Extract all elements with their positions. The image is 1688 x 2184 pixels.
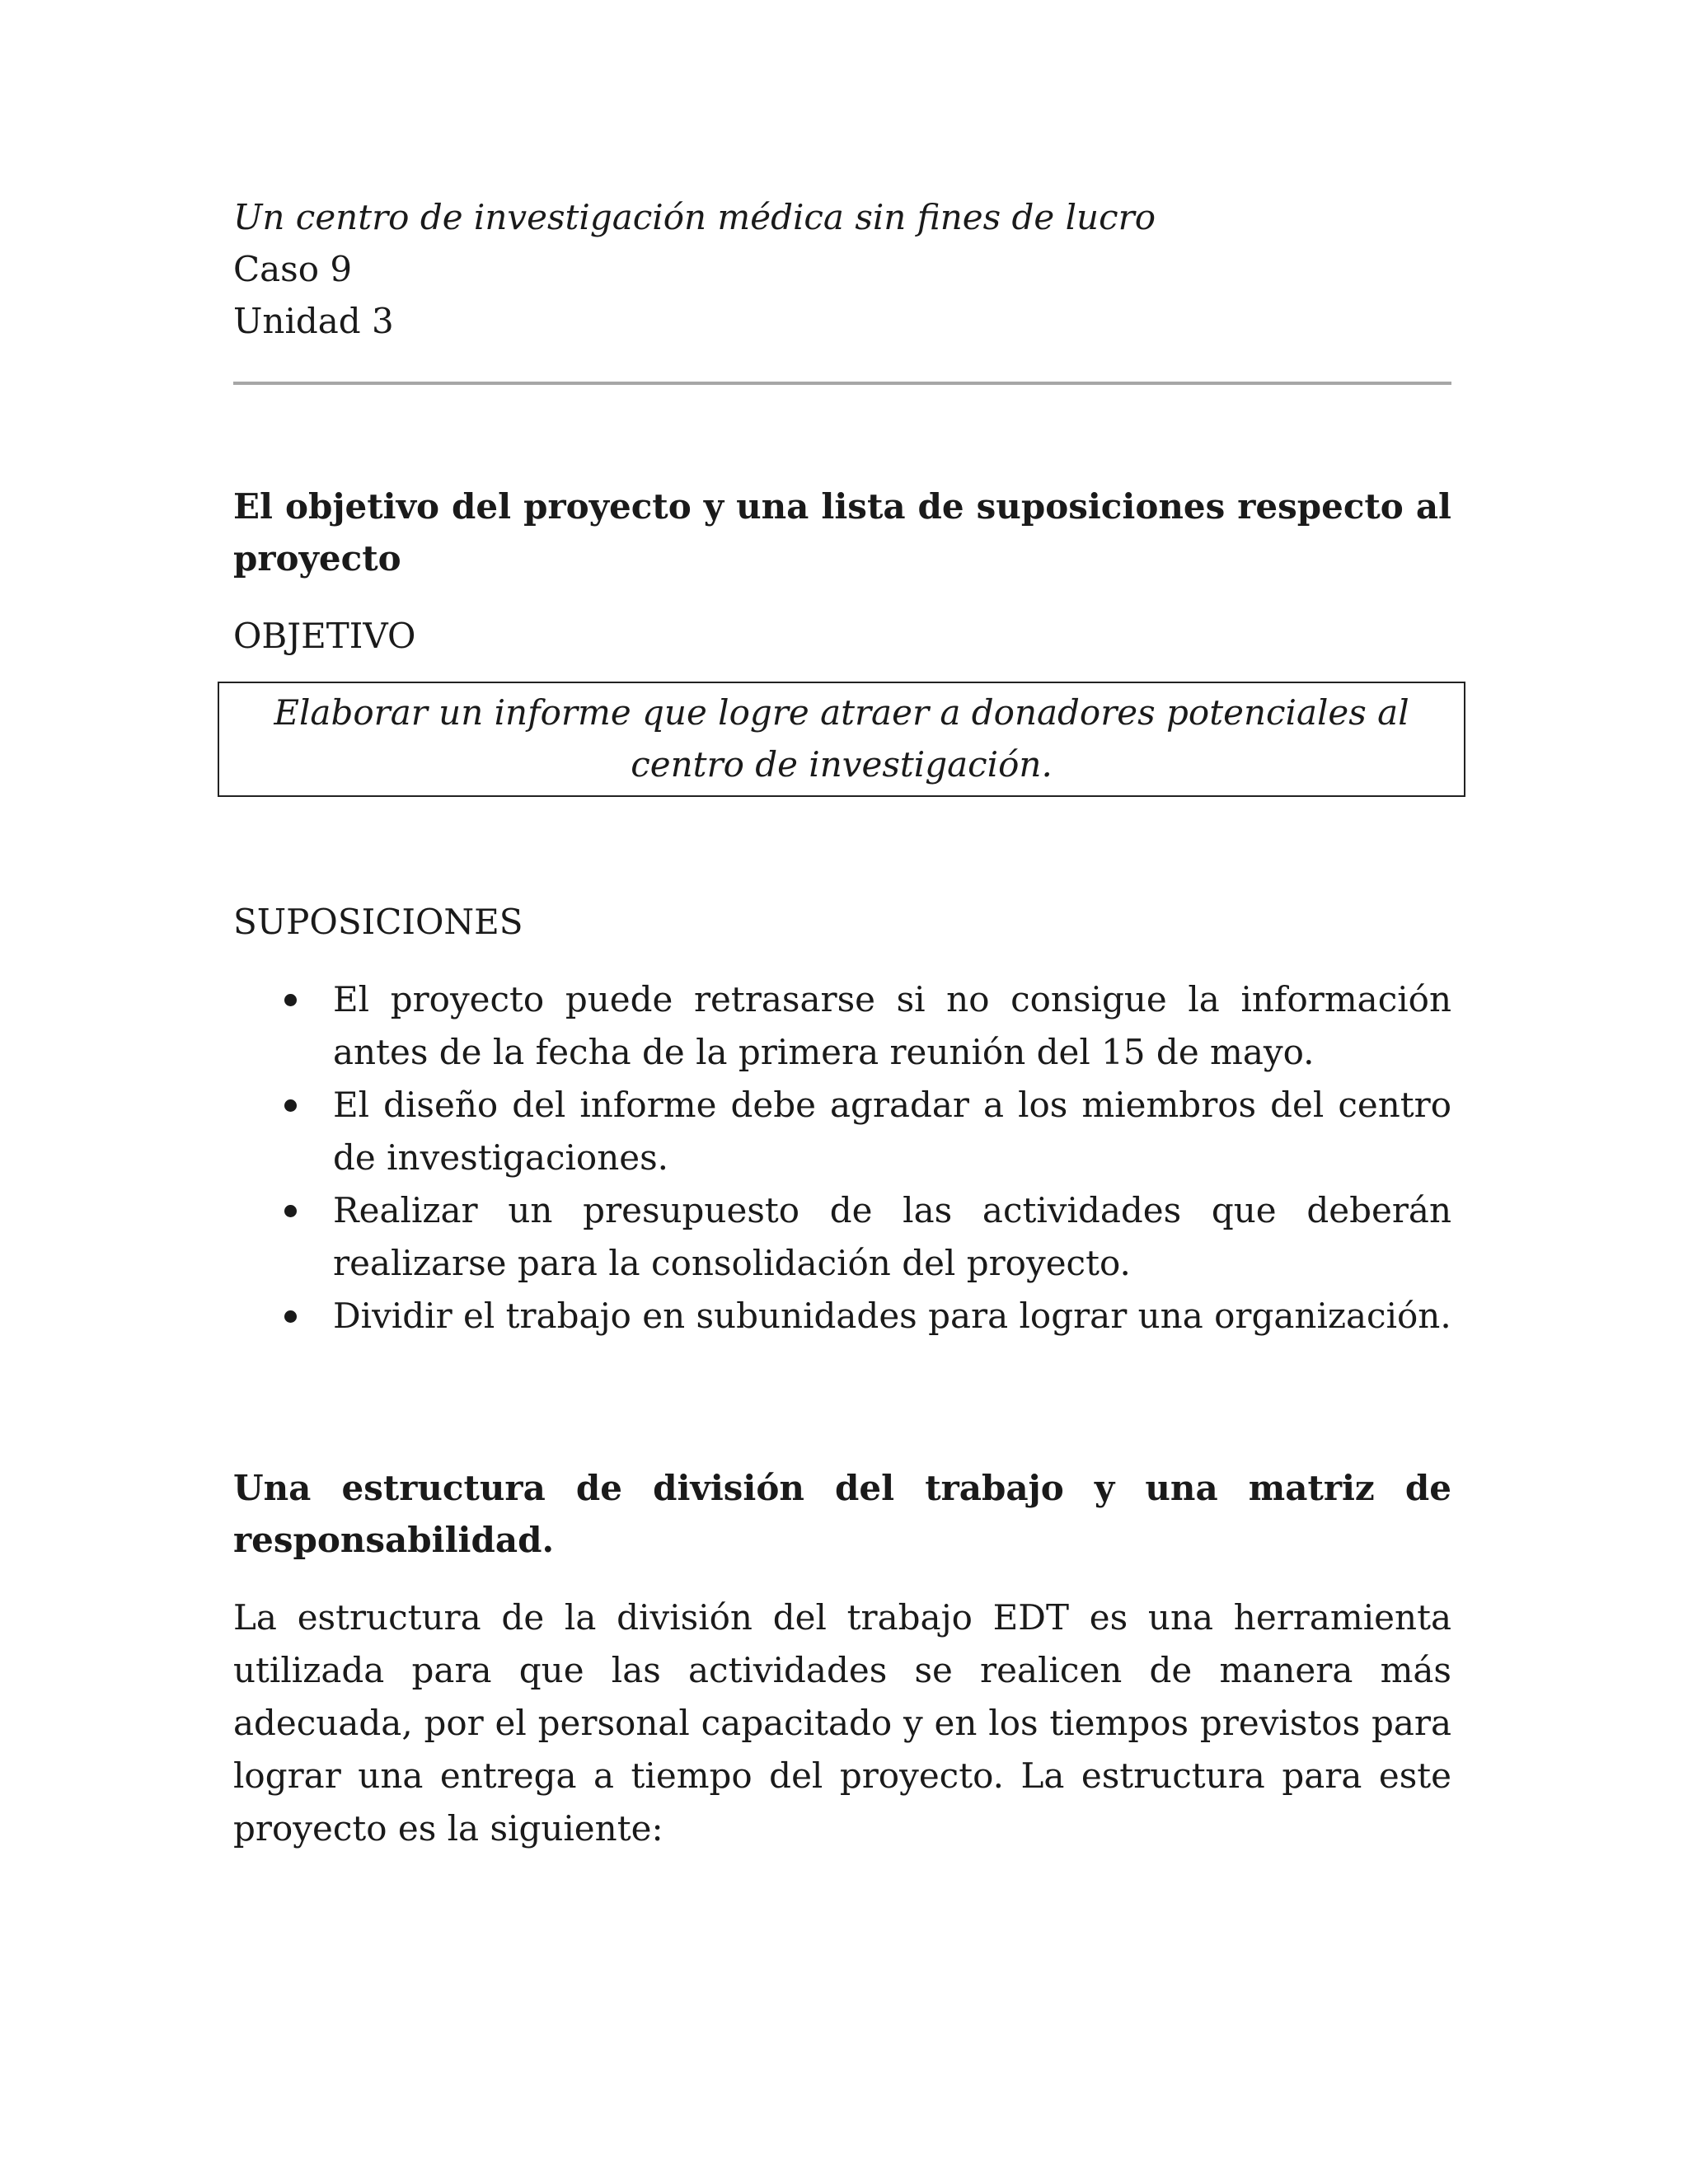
list-item (233, 1290, 1451, 1343)
bullet-icon (284, 1310, 297, 1323)
list-item-text: El proyecto puede retrasarse si no consigue la información antes de la fecha de la primera reunión del 15 de mayo. (333, 979, 1451, 1072)
wbs-paragraph: La estructura de la división del trabajo EDT es una herramienta utilizada para que las actividades se realicen de manera más adecuada, por el personal capacitado y en los tiempos previstos para lograr una entrega a tiempo del proyecto. La estructura para este proyecto es la siguiente: (233, 1597, 1451, 1849)
case-number: Caso 9 (233, 249, 353, 289)
bullet-icon (284, 1099, 297, 1112)
section-heading-objective: El objetivo del proyecto y una lista de suposiciones respecto al proyecto (233, 486, 1451, 579)
section-heading-wbs-line1: Una estructura de división del trabajo y una matriz de (233, 1468, 1451, 1508)
bullet-icon (284, 994, 297, 1006)
list-item (233, 1184, 1451, 1290)
objective-label: OBJETIVO (233, 616, 416, 656)
section-heading-wbs (233, 1462, 1451, 1566)
assumptions-label: SUPOSICIONES (233, 902, 523, 942)
list-item (233, 973, 1451, 1079)
list-item (233, 1079, 1451, 1184)
list-item-text: Realizar un presupuesto de las actividades que deberán realizarse para la consolidación del proyecto. (333, 1190, 1451, 1283)
page-content (233, 191, 1451, 1855)
list-item-text: Dividir el trabajo en subunidades para lograr una organización. (333, 1296, 1451, 1336)
unit-number: Unidad 3 (233, 301, 394, 341)
list-item-text: El diseño del informe debe agradar a los miembros del centro de investigaciones. (333, 1085, 1451, 1178)
objective-text: Elaborar un informe que logre atraer a donadores potenciales al centro de investigación. (274, 692, 1409, 785)
section-heading-wbs-line2: responsabilidad. (233, 1520, 555, 1560)
bullet-icon (284, 1205, 297, 1217)
header-divider (233, 382, 1451, 385)
assumptions-list (233, 973, 1451, 1343)
institution-title: Un centro de investigación médica sin fines de lucro (233, 197, 1156, 237)
objective-box (218, 682, 1465, 797)
